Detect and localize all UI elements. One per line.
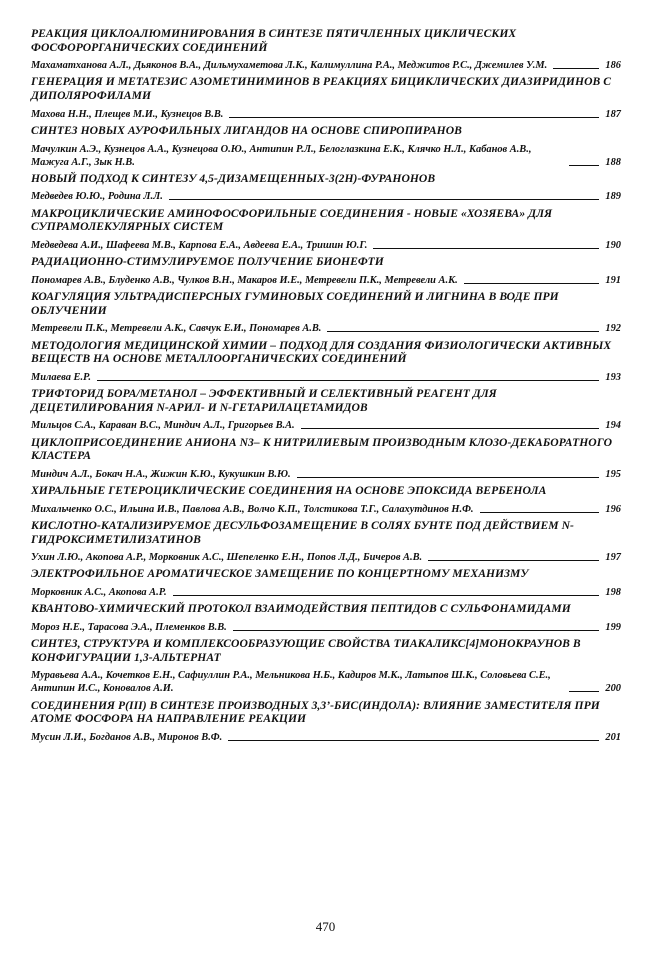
toc-entry [31,124,621,169]
entry-authors-line [31,551,621,564]
table-of-contents [31,27,621,747]
entry-authors-line [31,586,621,599]
entry-authors-line [31,371,621,384]
entry-authors-line [31,731,621,744]
leader-line [327,331,599,332]
toc-entry [31,172,621,204]
entry-title: ЦИКЛОПРИСОЕДИНЕНИЕ АНИОНА N3– К НИТРИЛИЕВЫМ ПРОИЗВОДНЫМ КЛОЗО-ДЕКАБОРАТНОГО КЛАСТЕРА [31,435,613,463]
leader-line [428,560,599,561]
entry-title: МАКРОЦИКЛИЧЕСКИЕ АМИНОФОСФОРИЛЬНЫЕ СОЕДИНЕНИЯ - НОВЫЕ «ХОЗЯЕВА» ДЛЯ СУПРАМОЛЕКУЛЯРНЫХ СИСТЕМ [31,206,553,234]
entry-authors-line [31,503,621,516]
toc-entry [31,602,621,634]
entry-authors: Морковник А.С., Акопова А.Р. [31,587,167,599]
toc-entry [31,75,621,120]
entry-page-number: 195 [605,468,621,480]
leader-line [229,117,599,118]
entry-page-number: 199 [605,621,621,633]
entry-title: МЕТОДОЛОГИЯ МЕДИЦИНСКОЙ ХИМИИ – ПОДХОД ДЛЯ СОЗДАНИЯ ФИЗИОЛОГИЧЕСКИ АКТИВНЫХ ВЕЩЕСТВ НА ОСНОВЕ МЕТАЛЛООРГАНИЧЕСКИХ СОЕДИНЕНИЙ [31,338,612,366]
entry-title: НОВЫЙ ПОДХОД К СИНТЕЗУ 4,5-ДИЗАМЕЩЕННЫХ-3(2Н)-ФУРАНОНОВ [31,171,436,185]
entry-title: РЕАКЦИЯ ЦИКЛОАЛЮМИНИРОВАНИЯ В СИНТЕЗЕ ПЯТИЧЛЕННЫХ ЦИКЛИЧЕСКИХ ФОСФОРОРГАНИЧЕСКИХ СОЕДИНЕНИЙ [31,27,517,54]
entry-authors: Миндич А.Л., Бокач Н.А., Жижин К.Ю., Кукушкин В.Ю. [31,468,291,480]
leader-line [97,380,599,381]
entry-page-number: 191 [605,274,621,286]
leader-line [569,691,599,692]
entry-title: ХИРАЛЬНЫЕ ГЕТЕРОЦИКЛИЧЕСКИЕ СОЕДИНЕНИЯ НА ОСНОВЕ ЭПОКСИДА ВЕРБЕНОЛА [31,484,547,498]
entry-title: КИСЛОТНО-КАТАЛИЗИРУЕМОЕ ДЕСУЛЬФОЗАМЕЩЕНИЕ В СОЛЯХ БУНТЕ ПОД ДЕЙСТВИЕМ N-ГИДРОКСИМЕТИЛИЗАТИНОВ [31,518,574,546]
entry-authors: Мачулкин А.Э., Кузнецов А.А., Кузнецова О.Ю., Антипин Р.Л., Белоглазкина Е.К., Клячко Н.Л., Кабанов А.В., Мажуга А.Г., Зык Н.В. [31,143,532,168]
leader-line [228,740,599,741]
entry-authors: Махаматханова А.Л., Дьяконов В.А., Дильмухаметова Л.К., Калимуллина Р.А., Меджитов Р.С., Джемилев У.М. [31,60,548,72]
entry-authors-line [31,419,621,432]
entry-authors: Ухин Л.Ю., Акопова А.Р., Морковник А.С., Шепеленко Е.Н., Попов Л.Д., Бичеров А.В. [31,552,423,564]
leader-line [297,477,600,478]
toc-entry [31,290,621,335]
toc-entry [31,519,621,564]
leader-line [233,630,600,631]
entry-authors-line [31,274,621,287]
leader-line [169,199,600,200]
toc-entry [31,699,621,744]
leader-line [464,283,600,284]
page-number-footer: 470 [315,919,336,934]
toc-entry [31,436,621,481]
toc-entry [31,27,621,72]
entry-page-number: 201 [605,731,621,743]
leader-line [301,428,600,429]
entry-title: ТРИФТОРИД БОРА/МЕТАНОЛ – ЭФФЕКТИВНЫЙ И СЕЛЕКТИВНЫЙ РЕАГЕНТ ДЛЯ ДЕЦЕТИЛИРОВАНИЯ N-АРИЛ- И N-ГЕТАРИЛАЦЕТАМИДОВ [31,387,497,414]
entry-page-number: 193 [605,371,621,383]
entry-authors: Милаева Е.Р. [31,371,91,383]
entry-page-number: 187 [605,108,621,120]
entry-authors: Метревели П.К., Метревели А.К., Савчук Е.И., Пономарев А.В. [31,323,322,335]
toc-entry [31,207,621,252]
entry-title: ЭЛЕКТРОФИЛЬНОЕ АРОМАТИЧЕСКОЕ ЗАМЕЩЕНИЕ ПО КОНЦЕРТНОМУ МЕХАНИЗМУ [31,567,529,581]
entry-title: КВАНТОВО-ХИМИЧЕСКИЙ ПРОТОКОЛ ВЗАИМОДЕЙСТВИЯ ПЕПТИДОВ С СУЛЬФОНАМИДАМИ [31,602,571,616]
entry-authors-line [31,108,621,121]
entry-page-number: 192 [605,323,621,335]
entry-authors-line [31,143,621,169]
entry-page-number: 189 [605,191,621,203]
entry-authors-line [31,669,621,695]
entry-title: КОАГУЛЯЦИЯ УЛЬТРАДИСПЕРСНЫХ ГУМИНОВЫХ СОЕДИНЕНИЙ И ЛИГНИНА В ВОДЕ ПРИ ОБЛУЧЕНИИ [31,290,559,317]
entry-page-number: 190 [605,239,621,251]
entry-page-number: 188 [605,156,621,168]
toc-entry [31,567,621,599]
entry-page-number: 200 [605,683,621,695]
toc-entry [31,484,621,516]
entry-authors-line [31,190,621,203]
toc-entry [31,255,621,287]
entry-page-number: 194 [605,420,621,432]
entry-authors: Мусин Л.И., Богданов А.В., Миронов В.Ф. [31,731,223,743]
leader-line [569,165,599,166]
entry-title: РАДИАЦИОННО-СТИМУЛИРУЕМОЕ ПОЛУЧЕНИЕ БИОНЕФТИ [31,255,384,269]
entry-page-number: 196 [605,503,621,515]
entry-authors: Медведева А.И., Шафеева М.В., Карпова Е.А., Авдеева Е.А., Тришин Ю.Г. [31,239,368,251]
entry-page-number: 186 [605,60,621,72]
leader-line [173,595,600,596]
entry-page-number: 197 [605,552,621,564]
entry-authors: Михальченко О.С., Ильина И.В., Павлова А.В., Волчо К.П., Толстикова Т.Г., Салахутдинов Н.Ф. [31,503,474,515]
entry-authors-line [31,621,621,634]
entry-title: СИНТЕЗ, СТРУКТУРА И КОМПЛЕКСООБРАЗУЮЩИЕ СВОЙСТВА ТИАКАЛИКС[4]МОНОКРАУНОВ В КОНФИГУРАЦИИ 1,3-АЛЬТЕРНАТ [31,637,581,664]
entry-authors: Пономарев А.В., Блуденко А.В., Чулков В.Н., Макаров И.Е., Метревели П.К., Метревели А.К. [31,274,458,286]
leader-line [480,512,600,513]
toc-entry [31,637,621,695]
entry-title: СИНТЕЗ НОВЫХ АУРОФИЛЬНЫХ ЛИГАНДОВ НА ОСНОВЕ СПИРОПИРАНОВ [31,123,462,137]
entry-page-number: 198 [605,587,621,599]
entry-authors: Мороз Н.Е., Тарасова Э.А., Племенков В.В. [31,621,227,633]
entry-authors-line [31,468,621,481]
leader-line [373,248,599,249]
entry-title: ГЕНЕРАЦИЯ И МЕТАТЕЗИС АЗОМЕТИНИМИНОВ В РЕАКЦИЯХ БИЦИКЛИЧЕСКИХ ДИАЗИРИДИНОВ С ДИПОЛЯРОФИЛАМИ [31,75,612,103]
leader-line [553,68,599,69]
entry-title: СОЕДИНЕНИЯ Р(III) В СИНТЕЗЕ ПРОИЗВОДНЫХ 3,3’-БИС(ИНДОЛА): ВЛИЯНИЕ ЗАМЕСТИТЕЛЯ ПРИ АТОМЕ ФОСФОРА НА НАПРАВЛЕНИЕ РЕАКЦИИ [31,698,600,726]
entry-authors-line [31,322,621,335]
entry-authors: Муравьева А.А., Кочетков Е.Н., Сафиуллин Р.А., Мельникова Н.Б., Кадиров М.К., Латыпов Ш.К., Соловьева С.Е., Антипин И.С., Коновалов А.И. [31,670,551,695]
toc-entry [31,339,621,384]
entry-authors-line [31,59,621,72]
entry-authors: Медведев Ю.Ю., Родина Л.Л. [31,191,163,203]
entry-authors: Махова Н.Н., Плещев М.И., Кузнецов В.В. [31,108,224,120]
entry-authors: Мильцов С.А., Караван В.С., Миндич А.Л., Григорьев В.А. [31,420,295,432]
toc-entry [31,387,621,432]
entry-authors-line [31,239,621,252]
